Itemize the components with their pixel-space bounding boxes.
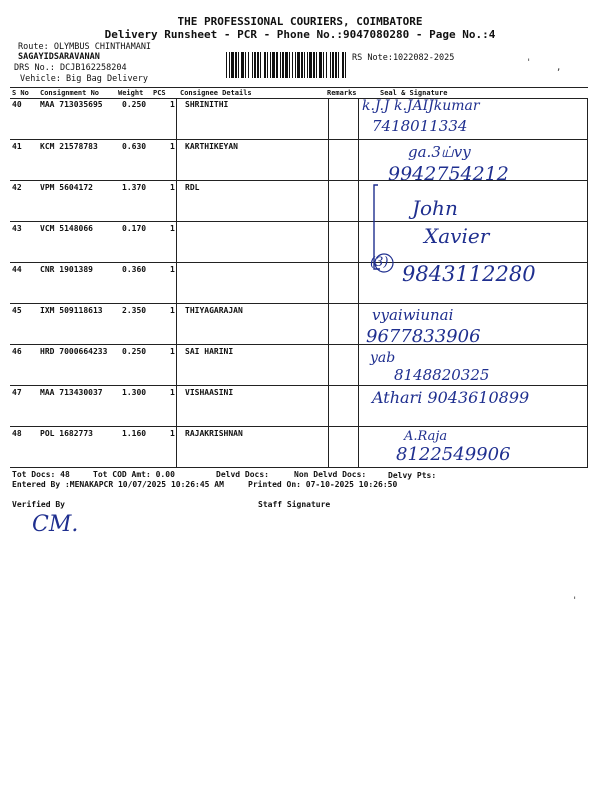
row-pcs: 1 <box>170 347 175 356</box>
printed-on: Printed On: 07-10-2025 10:26:50 <box>248 480 398 489</box>
row-signature: John <box>412 196 458 220</box>
barcode-bar <box>235 52 237 78</box>
row-sno: 42 <box>12 183 22 192</box>
barcode-bar <box>289 52 290 78</box>
row-pcs: 1 <box>170 142 175 151</box>
entered-by: Entered By :MENAKAPCR 10/07/2025 10:26:45 AM <box>12 480 224 489</box>
staff-signature-label: Staff Signature <box>258 500 331 509</box>
barcode-bar <box>309 52 312 78</box>
row-phone-handwritten: 9942754212 <box>388 163 509 185</box>
row-sno: 45 <box>12 306 22 315</box>
row-sno: 47 <box>12 388 22 397</box>
row-sno: 43 <box>12 224 22 233</box>
col-seal-signature: Seal & Signature <box>380 89 448 97</box>
row-weight: 2.350 <box>122 306 147 315</box>
row-signature: vyaiwiunai <box>372 306 454 324</box>
total-cod-amount: Tot COD Amt: 0.00 <box>93 470 175 479</box>
row-sno: 48 <box>12 429 22 438</box>
row-phone-handwritten: 9843112280 <box>402 262 536 286</box>
barcode-bar <box>272 52 275 78</box>
drs-number: DRS No.: DCJB162258204 <box>14 63 127 73</box>
row-weight: 0.250 <box>122 347 147 356</box>
row-pcs: 1 <box>170 100 175 109</box>
column-divider <box>587 98 588 468</box>
row-pcs: 1 <box>170 183 175 192</box>
row-consignment: HRD 7000664233 <box>40 347 108 356</box>
col-remarks: Remarks <box>327 89 357 97</box>
row-signature: A.Raja <box>404 429 448 444</box>
row-rule <box>10 426 588 427</box>
row-weight: 0.170 <box>122 224 147 233</box>
barcode-bar <box>295 52 296 78</box>
barcode-bar <box>292 52 293 78</box>
barcode-bar <box>307 52 308 78</box>
row-weight: 0.250 <box>122 100 147 109</box>
row-signature: Xavier <box>424 224 490 248</box>
header-rule <box>10 98 588 99</box>
verified-by-label: Verified By <box>12 500 65 509</box>
verified-signature: CM. <box>32 512 79 537</box>
barcode-bar <box>316 52 317 78</box>
barcode-bar <box>304 52 305 78</box>
col-pcs: PCS <box>153 89 166 97</box>
barcode-bar <box>252 52 253 78</box>
barcode-bar <box>326 52 327 78</box>
total-docs: Tot Docs: 48 <box>12 470 70 479</box>
delivered-docs: Delvd Docs: <box>216 470 269 479</box>
barcode-bar <box>248 52 249 78</box>
barcode-bar <box>335 52 337 78</box>
barcode-bar <box>342 52 344 78</box>
row-weight: 0.360 <box>122 265 147 274</box>
row-signature: yab <box>370 350 396 366</box>
barcode-bar <box>319 52 322 78</box>
barcode-bar <box>323 52 324 78</box>
barcode-bar <box>282 52 284 78</box>
bracket-mark <box>360 183 400 273</box>
column-divider <box>358 98 359 468</box>
row-consignee: RDL <box>185 183 200 192</box>
barcode-image <box>226 52 348 78</box>
row-rule <box>10 221 588 222</box>
row-pcs: 1 <box>170 306 175 315</box>
row-signature: (3) <box>370 255 389 270</box>
barcode-bar <box>280 52 281 78</box>
delivery-points: Delvy Pts: <box>388 471 437 480</box>
row-pcs: 1 <box>170 265 175 274</box>
row-signature: Athari 9043610899 <box>372 388 530 407</box>
row-consignment: POL 1682773 <box>40 429 93 438</box>
col-consignee: Consignee Details <box>180 89 252 97</box>
row-phone-handwritten: 7418011334 <box>372 117 468 135</box>
col-sno: S No <box>12 89 29 97</box>
row-rule <box>10 344 588 345</box>
barcode-bar <box>229 52 230 78</box>
row-consignee: RAJAKRISHNAN <box>185 429 243 438</box>
barcode-bar <box>264 52 266 78</box>
barcode-bar <box>270 52 271 78</box>
row-phone-handwritten: 8148820325 <box>394 366 490 384</box>
barcode-bar <box>226 52 227 78</box>
row-consignee: SAI HARINI <box>185 347 234 356</box>
row-rule <box>10 385 588 386</box>
row-pcs: 1 <box>170 224 175 233</box>
row-consignment: VPM 5604172 <box>40 183 93 192</box>
barcode-bar <box>257 52 259 78</box>
barcode-bar <box>285 52 288 78</box>
row-consignee: VISHAASINI <box>185 388 234 397</box>
barcode-bar <box>345 52 346 78</box>
barcode-bar <box>332 52 334 78</box>
row-consignment: CNR 1901389 <box>40 265 93 274</box>
row-phone-handwritten: 9677833906 <box>366 326 481 347</box>
barcode-bar <box>238 52 239 78</box>
barcode-bar <box>245 52 246 78</box>
runsheet-title: Delivery Runsheet - PCR - Phone No.:9047080280 - Page No.:4 <box>104 28 496 41</box>
route-line: Route: OLYMBUS CHINTHAMANI <box>18 42 152 52</box>
row-phone-handwritten: 8122549906 <box>396 444 511 465</box>
non-delivered-docs: Non Delvd Docs: <box>294 470 367 479</box>
col-consignment: Consignment No <box>40 89 100 97</box>
barcode-bar <box>276 52 278 78</box>
column-divider <box>328 98 329 468</box>
row-rule <box>10 180 588 181</box>
row-sno: 40 <box>12 100 22 109</box>
row-sno: 44 <box>12 265 22 274</box>
row-weight: 1.300 <box>122 388 147 397</box>
barcode-bar <box>254 52 256 78</box>
barcode-bar <box>231 52 234 78</box>
row-weight: 1.370 <box>122 183 147 192</box>
barcode-bar <box>260 52 261 78</box>
row-consignment: IXM 509118613 <box>40 306 103 315</box>
barcode-bar <box>267 52 268 78</box>
barcode-bar <box>297 52 300 78</box>
company-name: THE PROFESSIONAL COURIERS, COIMBATORE <box>177 15 423 28</box>
row-consignee: SHRINITHI <box>185 100 229 109</box>
col-weight: Weight <box>118 89 144 97</box>
barcode-bar <box>241 52 244 78</box>
row-weight: 1.160 <box>122 429 147 438</box>
vehicle-line: Vehicle: Big Bag Delivery <box>20 74 148 84</box>
row-sno: 46 <box>12 347 22 356</box>
rs-note: RS Note:1022082-2025 <box>352 53 455 63</box>
scan-mark: ' <box>526 58 532 68</box>
row-sno: 41 <box>12 142 22 151</box>
staff-name: SAGAYIDSARAVANAN <box>18 52 100 62</box>
row-signature: k.J.J k.JAIJkumar <box>362 98 480 114</box>
barcode-bar <box>330 52 331 78</box>
barcode-bar <box>301 52 303 78</box>
row-pcs: 1 <box>170 429 175 438</box>
row-consignee: KARTHIKEYAN <box>185 142 238 151</box>
column-divider <box>176 98 177 468</box>
barcode-bar <box>338 52 339 78</box>
row-rule <box>10 139 588 140</box>
row-consignment: VCM 5148066 <box>40 224 93 233</box>
table-bottom-rule <box>10 467 588 468</box>
row-consignment: MAA 713430037 <box>40 388 103 397</box>
barcode-bar <box>313 52 315 78</box>
row-consignment: KCM 21578783 <box>40 142 98 151</box>
row-weight: 0.630 <box>122 142 147 151</box>
scan-mark: , <box>556 63 562 73</box>
row-pcs: 1 <box>170 388 175 397</box>
row-consignee: THIYAGARAJAN <box>185 306 243 315</box>
row-rule <box>10 303 588 304</box>
row-signature: ga.3ய்vy <box>408 143 471 161</box>
row-consignment: MAA 713035695 <box>40 100 103 109</box>
table-top-rule <box>10 87 588 88</box>
scan-mark: ' <box>572 596 578 606</box>
